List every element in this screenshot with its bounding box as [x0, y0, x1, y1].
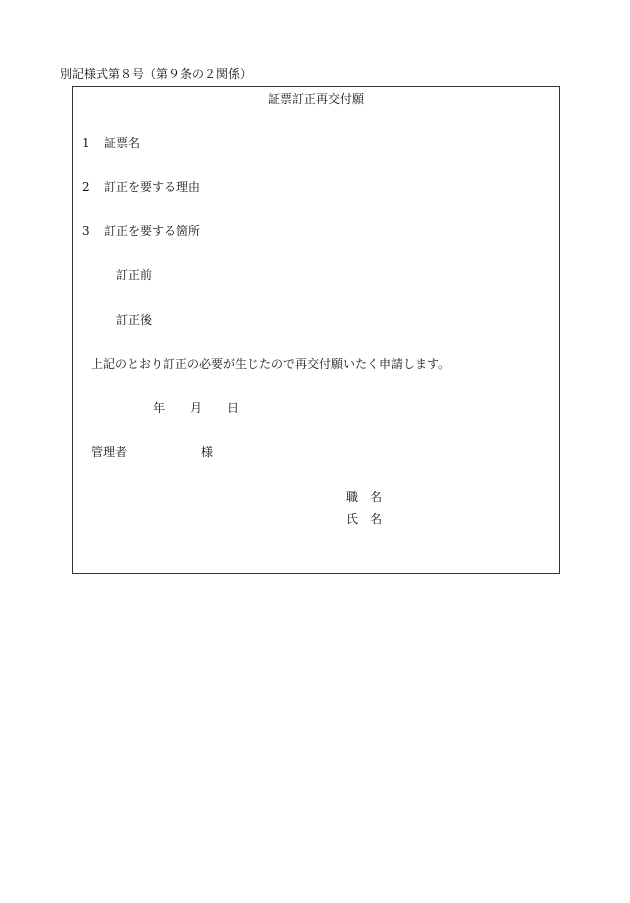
addressee-label: 管理者 [91, 445, 128, 459]
year-label: 年 [153, 401, 166, 415]
item-number: 3 [82, 224, 90, 238]
item-number: 2 [82, 180, 90, 194]
after-correction-label: 訂正後 [116, 313, 153, 327]
item-label: 証票名 [104, 136, 141, 150]
month-label: 月 [190, 401, 203, 415]
day-label: 日 [227, 401, 240, 415]
form-frame [72, 86, 560, 574]
form-number-header: 別記様式第８号（第９条の２関係） [60, 67, 253, 81]
position-label: 職 名 [346, 490, 383, 504]
application-statement: 上記のとおり訂正の必要が生じたので再交付願いたく申請します。 [91, 357, 451, 371]
item-number: 1 [82, 136, 90, 150]
form-title: 証票訂正再交付願 [268, 92, 365, 106]
item-label: 訂正を要する箇所 [104, 224, 201, 238]
item-label: 訂正を要する理由 [104, 180, 201, 194]
name-label: 氏 名 [346, 512, 383, 526]
before-correction-label: 訂正前 [116, 268, 153, 282]
addressee-honorific: 様 [201, 445, 214, 459]
